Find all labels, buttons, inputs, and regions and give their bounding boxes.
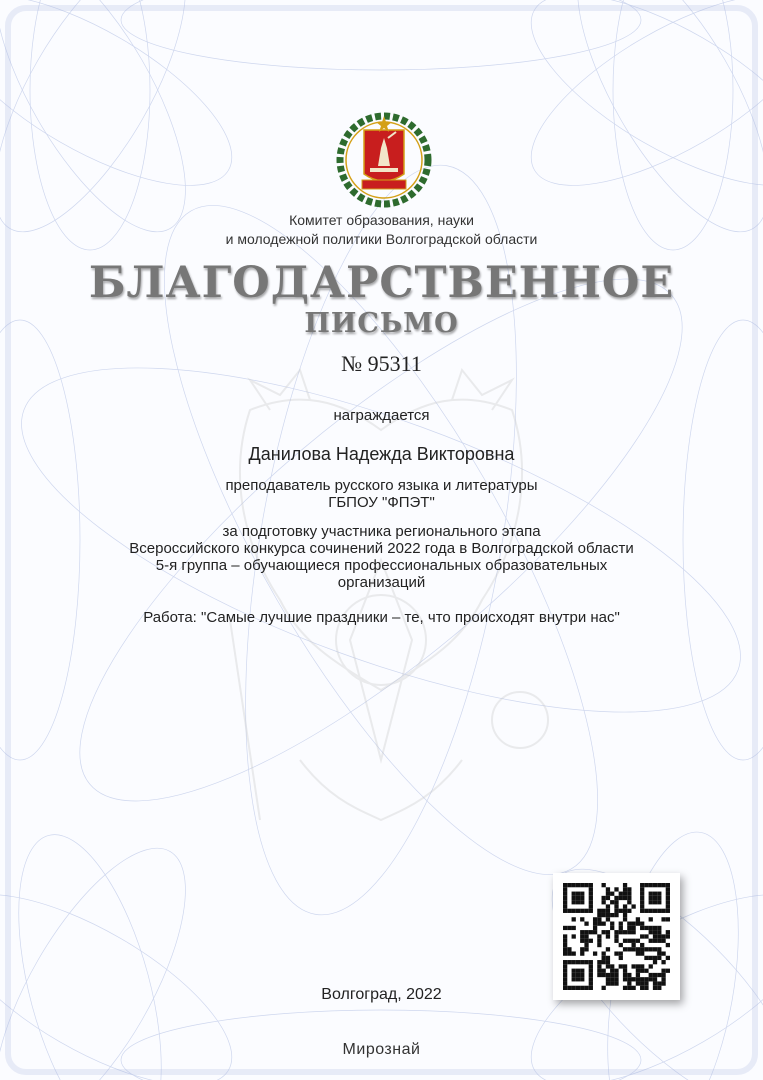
issuer-line-1: Комитет образования, науки <box>289 212 474 228</box>
document-subtitle: ПИСЬМО <box>304 308 459 339</box>
reason-line-3: 5-я группа – обучающиеся профессиональных образовательных <box>155 557 608 574</box>
reason-line-4: организаций <box>337 574 426 591</box>
position-line-2: ГБПОУ "ФПЭТ" <box>328 494 435 511</box>
issuer-block <box>0 211 763 249</box>
volgograd-region-emblem <box>334 108 434 208</box>
recipient-position <box>0 477 763 511</box>
reason-line-1: за подготовку участника регионального этапа <box>222 523 541 540</box>
position-line-1: преподаватель русского языка и литературы <box>225 477 538 494</box>
award-reason <box>0 523 763 591</box>
document-title: БЛАГОДАРСТВЕННОЕ <box>88 258 675 308</box>
certificate-number: № 95311 <box>341 351 422 376</box>
brand-footer: Мирознай <box>342 1041 421 1058</box>
city-year: Волгоград, 2022 <box>321 986 442 1003</box>
reason-line-2: Всероссийского конкурса сочинений 2022 года в Волгоградской области <box>129 540 634 557</box>
qr-code-pattern <box>563 883 670 990</box>
work-title: Работа: "Самые лучшие праздники – те, что происходят внутри нас" <box>143 609 620 626</box>
qr-code[interactable] <box>553 873 680 1000</box>
issuer-line-2: и молодежной политики Волгоградской области <box>225 231 538 247</box>
recipient-name: Данилова Надежда Викторовна <box>248 444 515 464</box>
awarded-label: награждается <box>333 407 430 424</box>
